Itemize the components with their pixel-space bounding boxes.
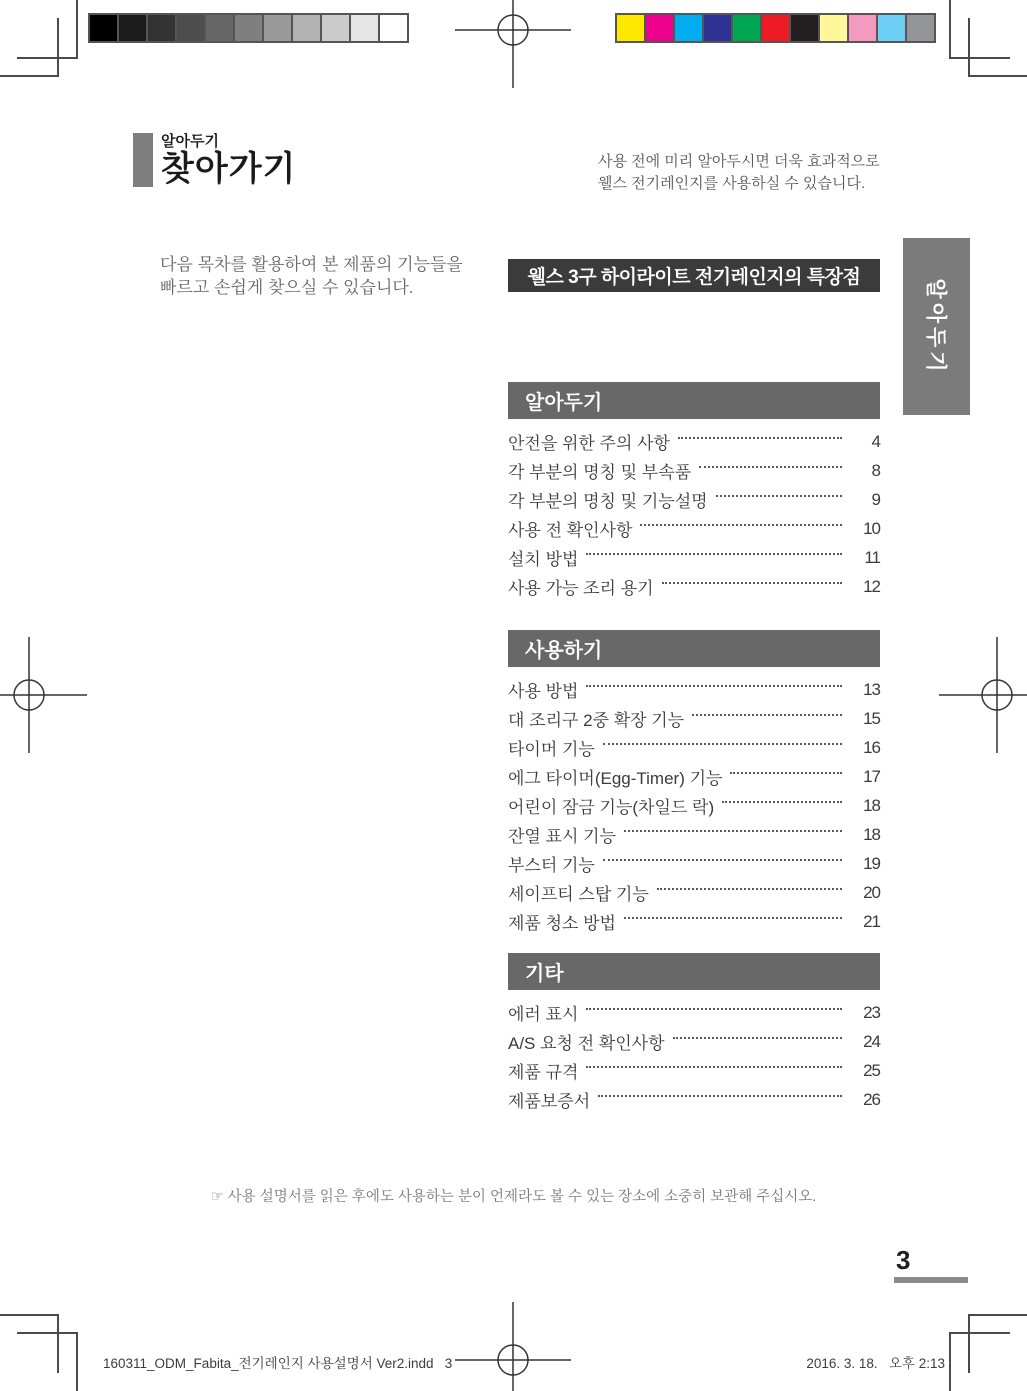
toc-entry-page: 17 bbox=[863, 766, 880, 786]
toc-entry bbox=[508, 733, 880, 762]
calibration-swatch bbox=[264, 15, 291, 41]
toc-entry-page: 12 bbox=[863, 576, 880, 596]
calibration-swatch bbox=[820, 15, 847, 41]
toc-entry-page: 26 bbox=[863, 1089, 880, 1109]
color-calibration-bar bbox=[615, 13, 936, 43]
calibration-swatch bbox=[704, 15, 731, 41]
toc-leader-dots bbox=[730, 772, 842, 774]
toc-leader-dots bbox=[586, 1066, 842, 1068]
toc-entry bbox=[508, 791, 880, 820]
toc-entry bbox=[508, 998, 880, 1027]
calibration-swatch bbox=[235, 15, 262, 41]
toc-entry bbox=[508, 543, 880, 572]
toc-entry-label: 사용 가능 조리 용기 bbox=[508, 579, 654, 598]
side-tab-chapter bbox=[903, 238, 970, 415]
footer-timestamp: 2016. 3. 18. 오후 2:13 bbox=[806, 1356, 945, 1371]
toc-entry-page: 9 bbox=[871, 489, 880, 509]
toc-leader-dots bbox=[603, 859, 842, 861]
toc-entry-page: 18 bbox=[863, 795, 880, 815]
header-description-line: 웰스 전기레인지를 사용하실 수 있습니다. bbox=[598, 175, 866, 192]
toc-entry bbox=[508, 514, 880, 543]
toc-section bbox=[508, 382, 880, 601]
toc-leader-dots bbox=[598, 1095, 842, 1097]
toc-entry-page: 21 bbox=[863, 911, 880, 931]
calibration-swatch bbox=[322, 15, 349, 41]
toc-entry-label: 사용 전 확인사항 bbox=[508, 521, 633, 540]
toc-leader-dots bbox=[603, 743, 842, 745]
intro-line: 빠르고 손쉽게 찾으실 수 있습니다. bbox=[160, 278, 414, 297]
calibration-swatch bbox=[90, 15, 117, 41]
page-header bbox=[161, 133, 296, 188]
page-number: 3 bbox=[896, 1245, 911, 1275]
toc-entry bbox=[508, 1056, 880, 1085]
calibration-swatch bbox=[617, 15, 644, 41]
toc-entry-page: 24 bbox=[863, 1031, 880, 1051]
toc-entry-list bbox=[508, 998, 880, 1114]
calibration-swatch bbox=[148, 15, 175, 41]
toc-leader-dots bbox=[586, 1008, 842, 1010]
header-accent-bar bbox=[133, 133, 153, 187]
registration-mark-icon bbox=[455, 1302, 571, 1391]
header-description-line: 사용 전에 미리 알아두시면 더욱 효과적으로 bbox=[598, 153, 880, 170]
calibration-swatch bbox=[675, 15, 702, 41]
toc-entry-label: 에그 타이머(Egg-Timer) 기능 bbox=[508, 769, 723, 788]
toc-section-title: 알아두기 bbox=[508, 382, 880, 419]
calibration-swatch bbox=[380, 15, 407, 41]
toc-entry-page: 4 bbox=[871, 431, 880, 451]
toc-entry bbox=[508, 878, 880, 907]
toc-entry-page: 10 bbox=[863, 518, 880, 538]
toc-leader-dots bbox=[716, 495, 842, 497]
toc-entry-label: 대 조리구 2중 확장 기능 bbox=[508, 711, 685, 730]
toc-entry-page: 13 bbox=[863, 679, 880, 699]
toc-entry bbox=[508, 572, 880, 601]
page-number-block bbox=[894, 1246, 968, 1283]
toc-entry-page: 11 bbox=[864, 547, 880, 567]
toc-leader-dots bbox=[657, 888, 842, 890]
registration-mark-icon bbox=[0, 637, 87, 753]
storage-note: ☞ 사용 설명서를 읽은 후에도 사용하는 분이 언제라도 볼 수 있는 장소에 소중히 보관해 주십시오. bbox=[210, 1189, 817, 1205]
toc-leader-dots bbox=[640, 524, 842, 526]
toc-entry-page: 16 bbox=[863, 737, 880, 757]
toc-entry bbox=[508, 907, 880, 936]
toc-leader-dots bbox=[586, 685, 842, 687]
feature-banner: 웰스 3구 하이라이트 전기레인지의 특장점 bbox=[508, 259, 880, 292]
toc-entry-label: 제품 규격 bbox=[508, 1063, 579, 1082]
toc-entry-label: 어린이 잠금 기능(차일드 락) bbox=[508, 798, 715, 817]
intro-line: 다음 목차를 활용하여 본 제품의 기능들을 bbox=[160, 255, 463, 274]
calibration-swatch bbox=[119, 15, 146, 41]
calibration-swatch bbox=[733, 15, 760, 41]
calibration-swatch bbox=[646, 15, 673, 41]
calibration-swatch bbox=[907, 15, 934, 41]
toc-entry bbox=[508, 820, 880, 849]
toc-entry-page: 23 bbox=[863, 1002, 880, 1022]
toc-entry-label: 사용 방법 bbox=[508, 682, 579, 701]
toc-section bbox=[508, 953, 880, 1114]
toc-leader-dots bbox=[678, 437, 842, 439]
toc-entry bbox=[508, 456, 880, 485]
toc-leader-dots bbox=[624, 917, 842, 919]
crop-mark bbox=[968, 1314, 1027, 1373]
registration-mark-icon bbox=[455, 0, 571, 88]
toc-entry bbox=[508, 704, 880, 733]
toc-leader-dots bbox=[586, 553, 842, 555]
calibration-swatch bbox=[206, 15, 233, 41]
toc-section-title: 기타 bbox=[508, 953, 880, 990]
toc-entry-label: 잔열 표시 기능 bbox=[508, 827, 616, 846]
toc-entry-page: 19 bbox=[863, 853, 880, 873]
toc-entry-label: 제품 청소 방법 bbox=[508, 914, 616, 933]
toc-entry bbox=[508, 762, 880, 791]
toc-leader-dots bbox=[699, 466, 842, 468]
toc-entry-label: 각 부분의 명칭 및 기능설명 bbox=[508, 492, 708, 511]
toc-entry-label: 부스터 기능 bbox=[508, 856, 595, 875]
toc-section bbox=[508, 630, 880, 936]
toc-leader-dots bbox=[722, 801, 842, 803]
toc-entry-page: 8 bbox=[871, 460, 880, 480]
calibration-swatch bbox=[177, 15, 204, 41]
calibration-swatch bbox=[878, 15, 905, 41]
toc-entry-label: A/S 요청 전 확인사항 bbox=[508, 1034, 665, 1053]
toc-leader-dots bbox=[692, 714, 842, 716]
toc-entry-label: 설치 방법 bbox=[508, 550, 579, 569]
toc-entry bbox=[508, 1085, 880, 1114]
toc-entry bbox=[508, 427, 880, 456]
crop-mark bbox=[0, 18, 59, 77]
calibration-swatch bbox=[293, 15, 320, 41]
toc-entry-page: 20 bbox=[863, 882, 880, 902]
header-eyebrow: 알아두기 bbox=[161, 133, 219, 150]
toc-entry-label: 제품보증서 bbox=[508, 1092, 591, 1111]
intro-paragraph bbox=[160, 253, 463, 299]
registration-mark-icon bbox=[939, 637, 1027, 753]
page-number-underline bbox=[894, 1277, 968, 1283]
toc-entry bbox=[508, 1027, 880, 1056]
toc-entry bbox=[508, 675, 880, 704]
toc-entry-page: 18 bbox=[863, 824, 880, 844]
calibration-swatch bbox=[849, 15, 876, 41]
calibration-swatch bbox=[762, 15, 789, 41]
calibration-swatch bbox=[791, 15, 818, 41]
header-description bbox=[598, 151, 880, 195]
toc-entry-label: 안전을 위한 주의 사항 bbox=[508, 434, 670, 453]
toc-entry-label: 세이프티 스탑 기능 bbox=[508, 885, 649, 904]
crop-mark bbox=[968, 18, 1027, 77]
page-title: 찾아가기 bbox=[161, 150, 297, 188]
toc-leader-dots bbox=[673, 1037, 842, 1039]
toc-entry-label: 에러 표시 bbox=[508, 1005, 579, 1024]
toc-leader-dots bbox=[662, 582, 842, 584]
toc-entry-label: 각 부분의 명칭 및 부속품 bbox=[508, 463, 692, 482]
toc-entry-label: 타이머 기능 bbox=[508, 740, 595, 759]
crop-mark bbox=[0, 1314, 59, 1373]
side-tab-label: 알아두기 bbox=[923, 277, 947, 376]
toc-entry-list bbox=[508, 427, 880, 601]
toc-entry-page: 15 bbox=[863, 708, 880, 728]
toc-section-title: 사용하기 bbox=[508, 630, 880, 667]
toc-entry bbox=[508, 849, 880, 878]
toc-entry-page: 25 bbox=[863, 1060, 880, 1080]
calibration-swatch bbox=[351, 15, 378, 41]
toc-entry bbox=[508, 485, 880, 514]
grayscale-calibration-bar bbox=[88, 13, 409, 43]
toc-leader-dots bbox=[624, 830, 842, 832]
footer-filename: 160311_ODM_Fabita_전기레인지 사용설명서 Ver2.indd 3 bbox=[103, 1356, 453, 1371]
toc-entry-list bbox=[508, 675, 880, 936]
